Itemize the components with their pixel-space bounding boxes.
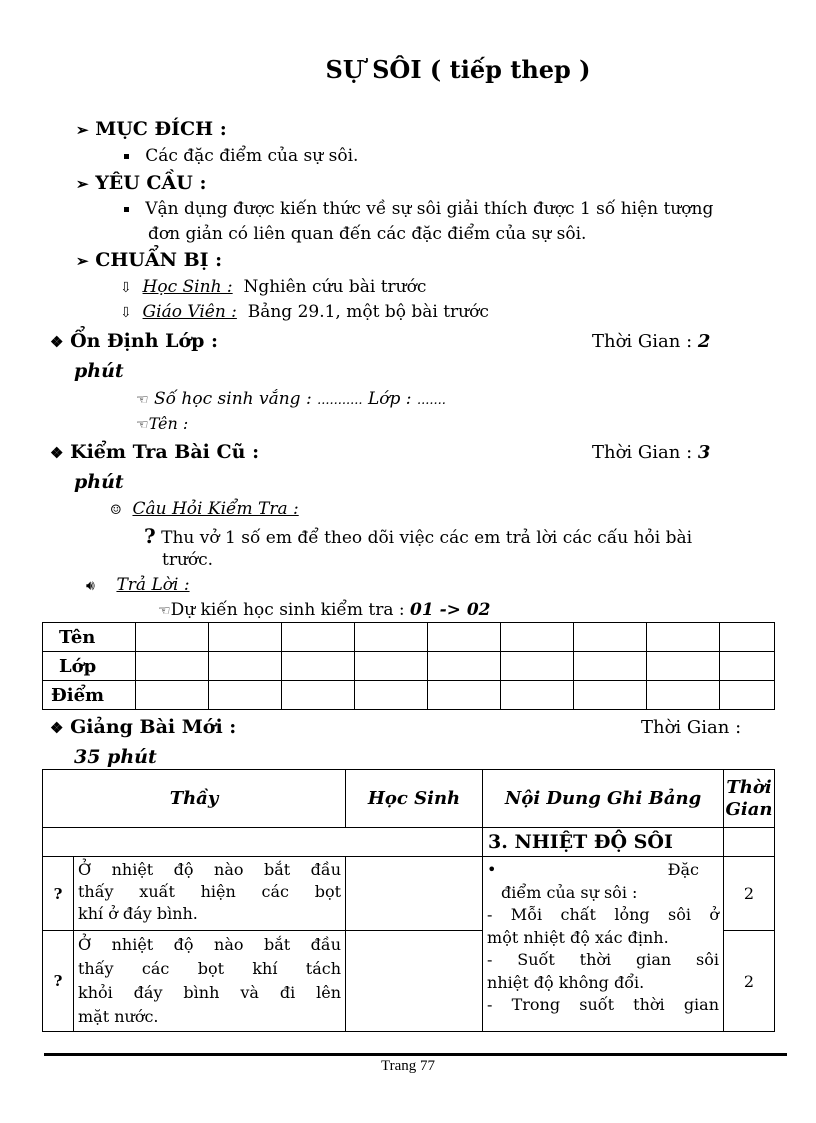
question-1: Ở nhiệt độ nào bắt đầu thấy xuất hiện các bọt khí ở đáy bình. <box>74 857 346 931</box>
diamond-bullet-icon: ❖ <box>50 719 64 737</box>
footer-rule <box>44 1053 787 1056</box>
yeu-cau-line-2: đơn giản có liên quan đến các đặc điểm của sự sôi. <box>148 224 587 244</box>
section-row <box>43 828 775 857</box>
score-table <box>42 622 775 710</box>
question-label-line: ☺ Câu Hỏi Kiểm Tra : <box>110 499 299 519</box>
on-dinh-time: Thời Gian : 2 <box>592 331 711 352</box>
header-thay: Thầy <box>43 770 346 828</box>
square-bullet-icon <box>124 154 129 159</box>
speaker-icon: 🔊︎ <box>86 578 95 594</box>
row-label: Tên <box>43 623 136 652</box>
giang-bai-time-label: Thời Gian : <box>641 717 742 738</box>
chuan-bi-heading: ➢ CHUẨN BỊ : <box>76 249 223 271</box>
pointing-hand-icon: ☜ <box>158 603 171 619</box>
lesson-content: • Đặc điểm của sự sôi : - Mỗi chất lỏng sôi ở một nhiệt độ xác định. - Suốt thời gian sôi nhiệt độ không đổi. - Trong suốt thời gian <box>483 857 724 1032</box>
header-hoc-sinh: Học Sinh <box>346 770 483 828</box>
dot-bullet-icon: • <box>487 860 497 879</box>
giao-vien-line: ⇩ Giáo Viên : Bảng 29.1, một bộ bài trước <box>120 302 489 322</box>
question-line-1: ? Thu vở 1 số em để theo dõi việc các em trả lời các cấu hỏi bài <box>144 524 693 548</box>
kiem-tra-time-unit: phút <box>74 471 124 493</box>
down-arrow-icon: ⇩ <box>120 280 132 296</box>
arrow-bullet-icon: ➢ <box>76 175 89 193</box>
table-row <box>43 652 775 681</box>
answer-label-line: 🔊︎ Trả Lời : <box>86 575 190 595</box>
row-label: Lớp <box>43 652 136 681</box>
table-row <box>43 681 775 710</box>
question-line-2: trước. <box>162 550 214 570</box>
on-dinh-time-unit: phút <box>74 360 124 382</box>
kiem-tra-time: Thời Gian : 3 <box>592 442 711 463</box>
yeu-cau-heading: ➢ YÊU CẦU : <box>76 172 207 194</box>
name-line: ☜Tên : <box>136 414 189 433</box>
expected-line: ☜Dự kiến học sinh kiểm tra : 01 -> 02 <box>158 600 491 620</box>
kiem-tra-heading: ❖ Kiểm Tra Bài Cũ : <box>50 441 260 463</box>
question-mark-icon: ? <box>144 524 156 548</box>
smiley-icon: ☺ <box>110 503 122 518</box>
giang-bai-time-value: 35 phút <box>74 746 157 768</box>
muc-dich-heading: ➢ MỤC ĐÍCH : <box>76 118 227 140</box>
on-dinh-heading: ❖ Ổn Định Lớp : <box>50 330 219 352</box>
row-label: Điểm <box>43 681 136 710</box>
question-2: Ở nhiệt độ nào bắt đầu thấy các bọt khí tách khỏi đáy bình và đi lên mặt nước. <box>74 931 346 1032</box>
table-header-row <box>43 770 775 828</box>
table-row <box>43 623 775 652</box>
lesson-table <box>42 769 775 1032</box>
absent-line: ☜ Số học sinh vắng : ........... Lớp : ....... <box>136 389 446 409</box>
down-arrow-icon: ⇩ <box>120 305 132 321</box>
header-noi-dung: Nội Dung Ghi Bảng <box>483 770 724 828</box>
pointing-hand-icon: ☜ <box>136 392 149 408</box>
diamond-bullet-icon: ❖ <box>50 333 64 351</box>
page-number: Trang 77 <box>380 1058 436 1074</box>
question-mark-icon: ? <box>43 931 74 1032</box>
section-title: 3. NHIỆT ĐỘ SÔI <box>483 828 724 857</box>
square-bullet-icon <box>124 207 129 212</box>
muc-dich-item: Các đặc điểm của sự sôi. <box>124 146 358 166</box>
pointing-hand-icon: ☜ <box>136 417 149 433</box>
header-thoi-gian: Thời Gian <box>724 770 775 828</box>
question-mark-icon: ? <box>43 857 74 931</box>
arrow-bullet-icon: ➢ <box>76 252 89 270</box>
diamond-bullet-icon: ❖ <box>50 444 64 462</box>
giang-bai-heading: ❖ Giảng Bài Mới : <box>50 716 237 738</box>
table-row <box>43 857 775 931</box>
yeu-cau-line-1: Vận dụng được kiến thức về sự sôi giải thích được 1 số hiện tượng <box>124 199 713 219</box>
time-cell: 2 <box>724 931 775 1032</box>
page-title: SỰ SÔI ( tiếp thep ) <box>325 55 591 84</box>
hoc-sinh-line: ⇩ Học Sinh : Nghiên cứu bài trước <box>120 277 427 297</box>
time-cell: 2 <box>724 857 775 931</box>
arrow-bullet-icon: ➢ <box>76 121 89 139</box>
